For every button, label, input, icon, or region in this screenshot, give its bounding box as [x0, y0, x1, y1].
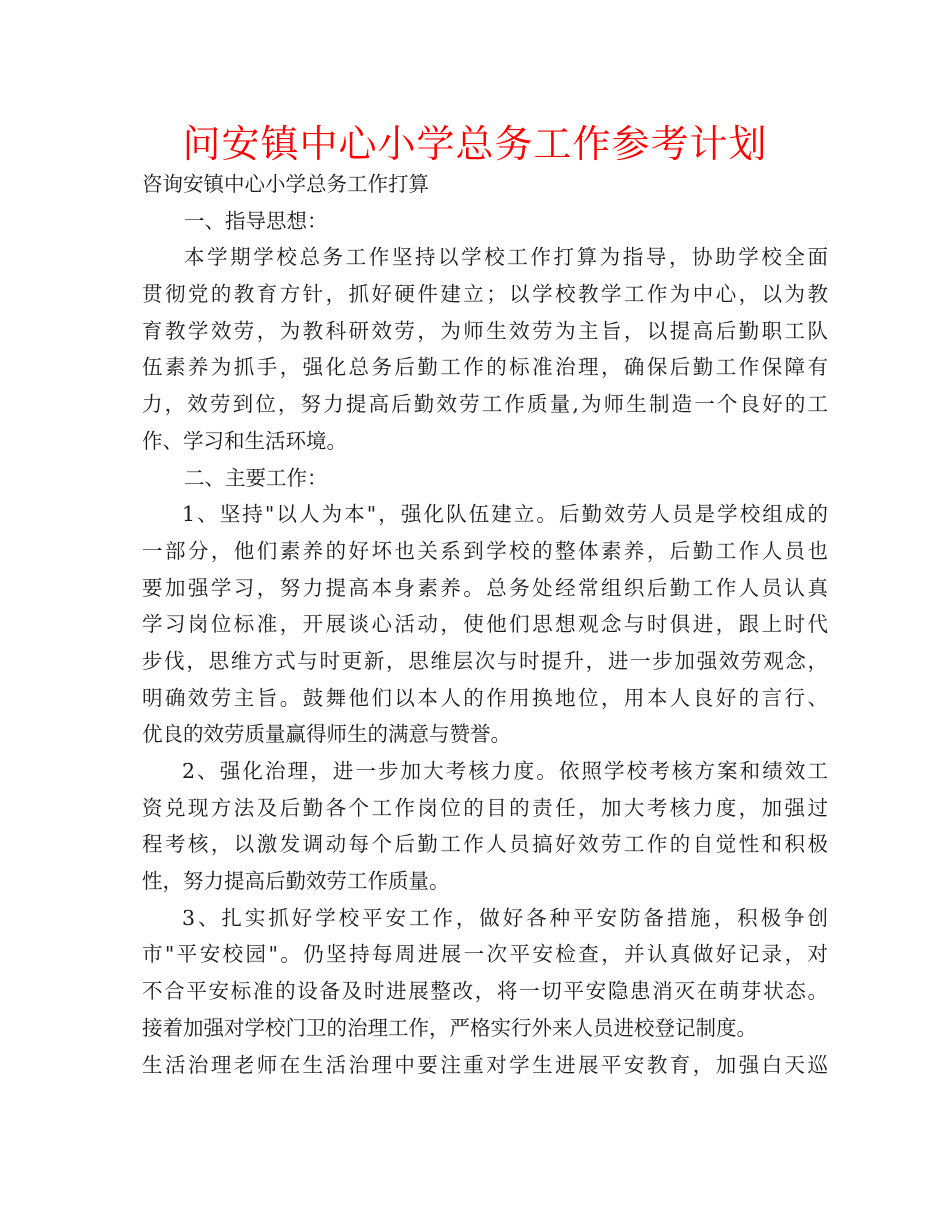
paragraph-line: 资兑现方法及后勤各个工作岗位的目的责任，加大考核力度，加强过: [142, 795, 828, 820]
paragraph-line: 明确效劳主旨。鼓舞他们以本人的作用换地位，用本人良好的言行、: [142, 685, 828, 710]
paragraph-line: 本学期学校总务工作坚持以学校工作打算为指导，协助学校全面: [184, 245, 828, 270]
paragraph-line: 1、坚持"以人为本"，强化队伍建立。后勤效劳人员是学校组成的: [182, 502, 828, 527]
paragraph-line: 3、扎实抓好学校平安工作，做好各种平安防备措施，积极争创: [182, 905, 828, 930]
paragraph-line: 要加强学习，努力提高本身素养。总务处经常组织后勤工作人员认真: [142, 575, 828, 600]
paragraph-line: 性，努力提高后勤效劳工作质量。: [142, 869, 450, 894]
paragraph-line: 2、强化治理，进一步加大考核力度。依照学校考核方案和绩效工: [182, 759, 828, 783]
paragraph-line: 市"平安校园"。仍坚持每周进展一次平安检查，并认真做好记录，对: [142, 942, 828, 967]
paragraph-line: 生活治理老师在生活治理中要注重对学生进展平安教育，加强白天巡: [142, 1052, 828, 1077]
section-heading: 二、主要工作：: [184, 465, 328, 490]
paragraph-line: 力，效劳到位，努力提高后勤效劳工作质量,为师生制造一个良好的工: [142, 392, 828, 417]
document-body: [142, 166, 828, 1083]
paragraph-line: 伍素养为抓手，强化总务后勤工作的标准治理，确保后勤工作保障有: [142, 355, 828, 380]
paragraph-line: 学习岗位标准，开展谈心活动，使他们思想观念与时俱进，跟上时代: [142, 612, 828, 637]
subtitle-line: 咨询安镇中心小学总务工作打算: [142, 172, 429, 196]
paragraph-line: 育教学效劳，为教科研效劳，为师生效劳为主旨，以提高后勤职工队: [142, 318, 828, 343]
paragraph-line: 一部分，他们素养的好坏也关系到学校的整体素养，后勤工作人员也: [142, 538, 828, 563]
paragraph-line: 贯彻党的教育方针，抓好硬件建立；以学校教学工作为中心，以为教: [142, 282, 828, 307]
paragraph-line: 步伐，思维方式与时更新，思维层次与时提升，进一步加强效劳观念，: [142, 648, 828, 673]
document-title: 问安镇中心小学总务工作参考计划: [182, 122, 768, 166]
paragraph-line: 接着加强对学校门卫的治理工作，严格实行外来人员进校登记制度。: [142, 1015, 757, 1040]
section-heading: 一、指导思想：: [184, 208, 328, 233]
paragraph-line: 程考核，以激发调动每个后勤工作人员搞好效劳工作的自觉性和积极: [142, 832, 828, 857]
paragraph-line: 作、学习和生活环境。: [142, 428, 347, 453]
paragraph-line: 优良的效劳质量赢得师生的满意与赞誉。: [142, 722, 511, 747]
paragraph-line: 不合平安标准的设备及时进展整改，将一切平安隐患消灭在萌芽状态。: [142, 979, 828, 1004]
